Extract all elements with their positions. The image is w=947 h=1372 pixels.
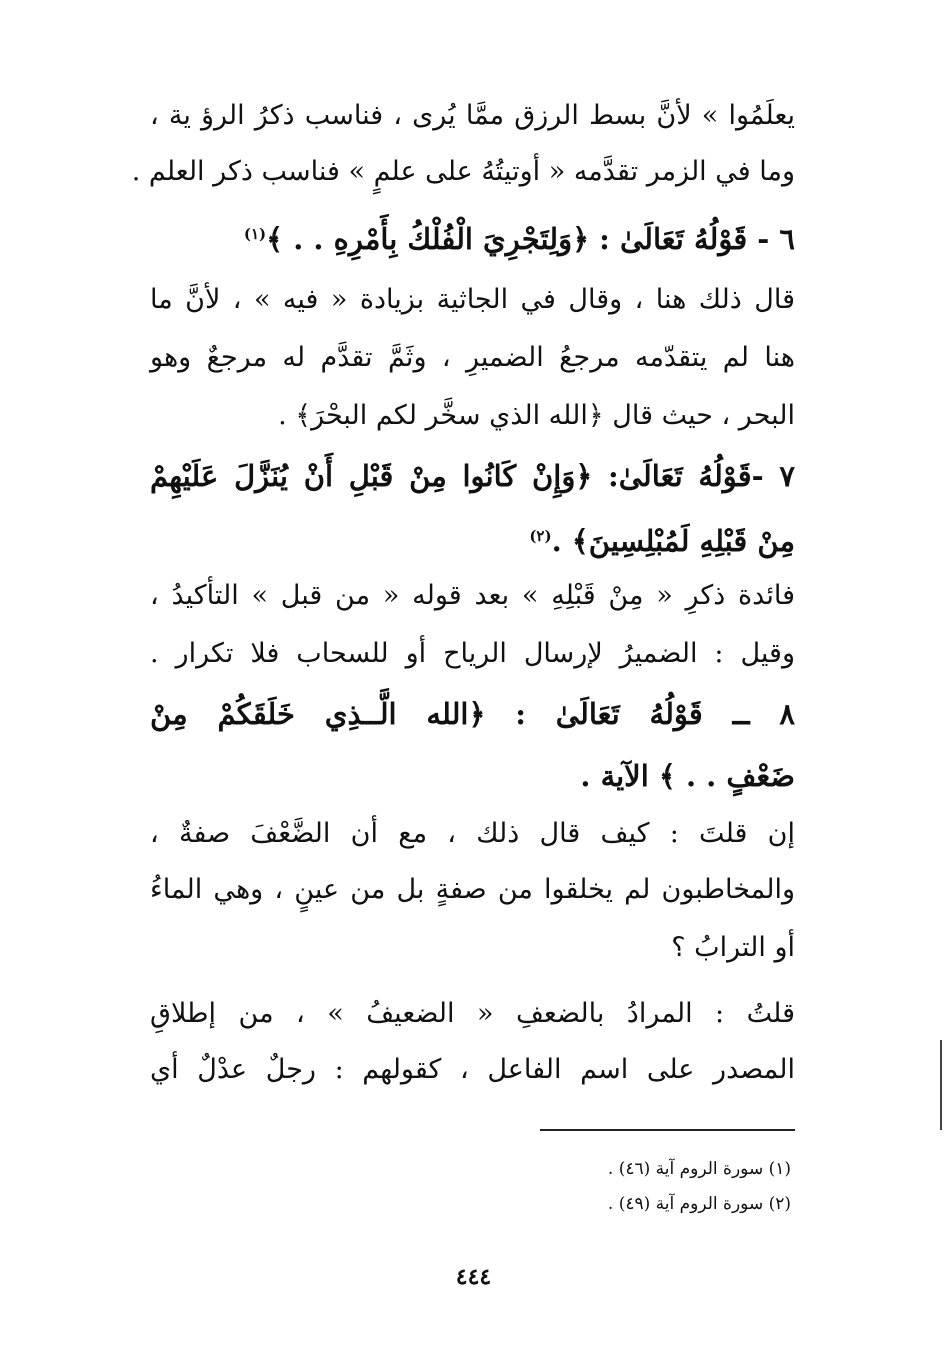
page-number: ٤٤٤ — [455, 1264, 492, 1290]
text-line-6: البحر ، حيث قال ﴿الله الذي سخَّر لكم البحْرَ﴾ . — [278, 400, 795, 431]
verse-8-continuation: ضَعْفٍ . . ﴾ الآية . — [580, 759, 795, 793]
scan-edge-mark — [940, 1040, 942, 1130]
footnote-ref-2: (٢) — [529, 527, 552, 545]
text-line-1: يعلَمُوا » لأنَّ بسط الرزق ممَّا يُرى ، فناسب ذكرُ الرؤ ية ، — [150, 100, 795, 131]
text-line-10: وقيل : الضميرُ لإرسال الرياح أو للسحاب فلا تكرار . — [150, 638, 795, 669]
text-line-5: هنا لم يتقدّمه مرجعُ الضميرِ ، وثَمَّ تقدَّم له مرجعٌ وهو — [150, 342, 795, 373]
text-line-9: فائدة ذكرِ « مِنْ قَبْلِهِ » بعد قوله « من قبل » التأكيدُ ، — [150, 580, 795, 611]
text-line-13: إن قلتَ : كيف قال ذلك ، مع أن الضَّعْفَ صفةٌ ، — [150, 818, 795, 849]
verse-7-continuation: مِنْ قَبْلِهِ لَمُبْلِسِينَ﴾ . — [551, 524, 795, 558]
verse-heading-8: ٨ ــ قَوْلُهُ تَعَالَىٰ : ﴿الله الَّــذِي خَلَقَكُمْ مِنْ — [150, 697, 795, 731]
text-line-4: قال ذلك هنا ، وقال في الجاثية بزيادة « فيه » ، لأنَّ ما — [150, 284, 795, 315]
footnote-ref-1: (١) — [243, 225, 267, 243]
footnote-separator — [540, 1129, 795, 1131]
verse-heading-6: ٦ - قَوْلُهُ تَعَالَىٰ : ﴿وَلِتَجْرِيَ الْفُلْكُ بِأَمْرِهِ . . ﴾ — [266, 222, 795, 256]
heading-line-6 — [150, 214, 795, 261]
footnote-1: (١) سورة الروم آية (٤٦) . — [607, 1159, 791, 1179]
text-line-15: أو الترابُ ؟ — [671, 932, 795, 963]
text-line-16: قلتُ : المرادُ بالضعفِ « الضعيفُ » ، من إطلاقِ — [150, 998, 795, 1029]
text-line-17: المصدر على اسم الفاعل ، كقولهم : رجلٌ عدْلٌ أي — [150, 1054, 795, 1085]
verse-heading-7: ٧ -قَوْلُهُ تَعَالَىٰ: ﴿وَإِنْ كَانُوا مِنْ قَبْلِ أَنْ يُنَزَّلَ عَلَيْهِمْ — [150, 459, 795, 493]
footnote-2: (٢) سورة الروم آية (٤٩) . — [607, 1194, 791, 1214]
text-line-2: وما في الزمر تقدَّمه « أوتيتُهُ على علمٍ » فناسب ذكر العلم . — [131, 156, 795, 187]
heading-line-7b — [150, 516, 795, 563]
text-line-14: والمخاطبون لم يخلقوا من صفةٍ بل من عينٍ ، وهي الماءُ — [150, 874, 795, 905]
